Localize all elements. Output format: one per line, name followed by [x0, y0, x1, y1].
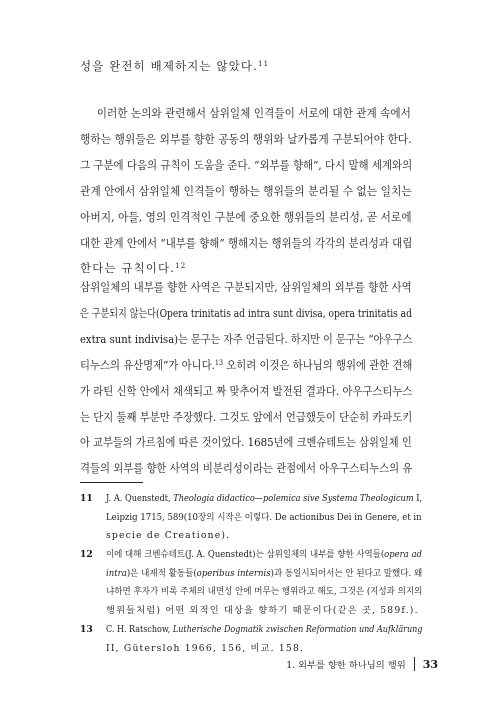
footnote-number: 11 — [80, 493, 93, 504]
text-run: )과 동일시되어서는 안 된다고 말했다. 왜 — [270, 567, 423, 579]
paragraph-line — [80, 353, 413, 379]
paragraph-line: 행하는 행위들은 외부를 향한 공동의 행위와 날카롭게 구분되어야 한다. — [80, 131, 412, 146]
footnote-line — [106, 621, 423, 640]
paragraph-line: 삼위일체의 내부를 향한 사역은 구분되지만, 삼위일체의 외부를 향한 사역 — [80, 280, 412, 294]
paragraph-rules — [80, 101, 412, 282]
footnote-line — [106, 565, 423, 584]
paragraph-line: 은 구분되지 않는다(Opera trinitatis ad intra sunt divisa, opera trinitatis ad — [80, 305, 412, 320]
footnote-line: 행위들처럼) 어떤 외적인 대상을 향하기 때문이다(같은 곳, 589f.). — [106, 604, 419, 616]
book-title: Theologia didactico—polemica sive Systema Theologicum — [173, 493, 414, 504]
running-chapter-title: 1. 외부를 향한 하나님의 행위 — [286, 660, 406, 671]
page-footer — [286, 657, 438, 671]
footnote-line: Leipzig 1715, 589(10장의 시작은 이렇다. De actionibus Dei in Genere, et in — [106, 511, 422, 523]
footnote-line: specie de Creatione). — [106, 530, 231, 542]
footnote-divider — [80, 482, 143, 483]
paragraph-line: extra sunt indivisa)는 문구는 자주 언급된다. 하지만 이 문구는 “아우구스 — [80, 331, 413, 346]
footnote-body — [106, 490, 422, 546]
paragraph-line: 관계 안에서 삼위일체 인격들이 행하는 행위들의 분리될 수 없는 일치는 — [80, 183, 412, 198]
footnote-ref-11[interactable]: 11 — [257, 60, 270, 68]
book-title: Lutherische Dogmatik zwischen Reformation und Aufklärung — [172, 624, 423, 635]
text-run: C. H. Ratschow, — [106, 624, 173, 635]
footnote-ref-13[interactable]: 13 — [214, 358, 224, 367]
latin-term: operibus internis — [196, 567, 271, 579]
footnote-line: 냐하면 후자가 비록 주체의 내면성 안에 머무는 행위라고 해도, 그것은 (지성과 의지의 — [106, 586, 423, 598]
paragraph-line — [80, 54, 412, 80]
paragraph-line: 가 라틴 신학 안에서 채색되고 짜 맞추어져 발전된 결과다. 아우구스티누스 — [80, 383, 413, 398]
footer-separator — [414, 657, 415, 671]
paragraph-line: 는 단지 둘째 부분만 주장했다. 그것도 앞에서 언급했듯이 단순히 카파도키 — [80, 409, 413, 424]
latin-term: opera ad — [384, 549, 422, 560]
footnote-ref-12[interactable]: 12 — [175, 262, 187, 271]
text-run: J. A. Quenstedt, — [106, 493, 174, 504]
footnote-12 — [80, 546, 422, 622]
paragraph-line: 그 구분에 다음의 규칙이 도움을 준다. “외부를 향해”, 다시 말해 세계와의 — [80, 157, 413, 172]
footnote-number: 12 — [80, 549, 93, 560]
footnote-line: II, Gütersloh 1966, 156, 비교. 158. — [106, 642, 305, 654]
text-run: 티누스의 유산명제”가 아니다. — [80, 357, 215, 372]
paragraph-line: 이러한 논의와 관련해서 삼위일체 인격들이 서로에 대한 관계 속에서 — [96, 106, 411, 120]
paragraph-line: 격들의 외부를 향한 사역의 비분리성이라는 관점에서 아우구스티누스의 유 — [80, 461, 413, 476]
footnote-13 — [80, 621, 422, 659]
page-number: 33 — [422, 657, 438, 671]
paragraph-opera — [80, 275, 412, 482]
text-run: 오히려 이것은 하나님의 행위에 관한 견해 — [223, 357, 413, 372]
text-run: 한다는 규칙이다. — [80, 261, 176, 276]
paragraph-line: 아 교부들의 가르침에 따른 것이었다. 1685년에 크벤슈테트는 삼위일체 인 — [80, 435, 412, 450]
text-run: )은 내재적 활동들( — [126, 567, 197, 579]
paragraph-continuation — [80, 54, 412, 80]
latin-term: intra — [106, 567, 127, 579]
text-run: I, — [413, 493, 423, 504]
footnote-11 — [80, 490, 422, 546]
paragraph-line: 아버지, 아들, 영의 인격적인 구분에 중요한 행위들의 분리성, 곧 서로에 — [80, 209, 412, 224]
footnote-line — [106, 546, 422, 565]
paragraph-line: 대한 관계 안에서 “내부를 향해” 행해지는 행위들의 각각의 분리성과 대립 — [80, 235, 413, 250]
text-run: 성을 완전히 배제하지는 않았다. — [80, 59, 258, 73]
footnote-line — [106, 490, 423, 509]
footnote-body — [106, 621, 422, 658]
footnote-number: 13 — [80, 624, 93, 635]
footnote-body — [106, 546, 422, 620]
text-run: 이에 대해 크벤슈테트(J. A. Quenstedt)는 삼위일체의 내부를 향한 사역들( — [106, 549, 385, 560]
